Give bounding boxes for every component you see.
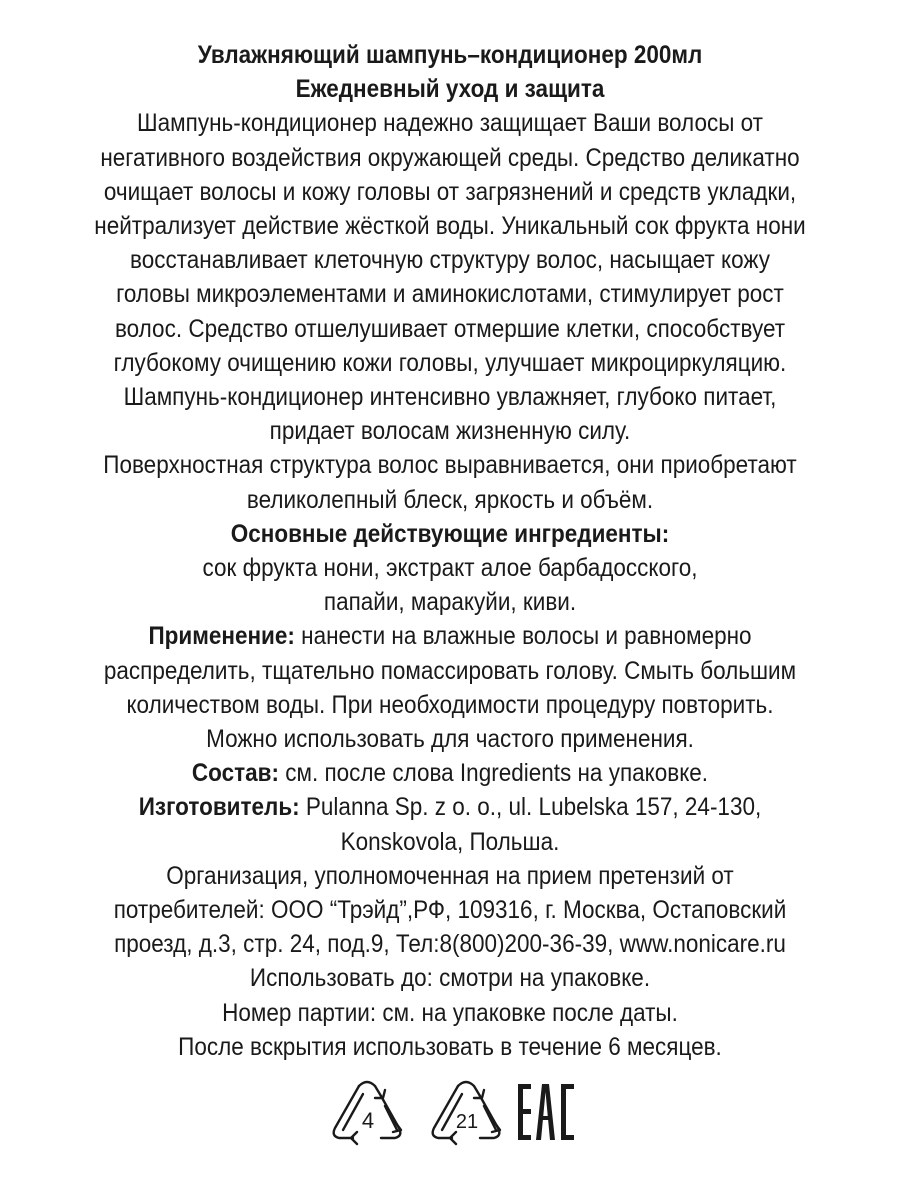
composition-label: Состав:: [191, 759, 279, 788]
ingredients-heading: Основные действующие ингредиенты:: [230, 519, 670, 548]
usage-first-line: [45, 619, 855, 653]
product-title: Увлажняющий шампунь–кондиционер 200мл: [197, 41, 703, 69]
packaging-symbols: [0, 1076, 900, 1156]
product-subtitle: Ежедневный уход и защита: [295, 75, 605, 104]
manufacturer-line-2: Konskovola, Польша.: [340, 827, 560, 856]
usage-label: Применение:: [148, 622, 295, 651]
description-line: негативного воздействия окружающей среды. Средство деликатно: [100, 143, 800, 172]
manufacturer-label: Изготовитель:: [138, 793, 300, 822]
usage-line: распределить, тщательно помассировать голову. Смыть большим: [103, 656, 797, 685]
description-line: великолепный блеск, яркость и объём.: [246, 485, 654, 514]
claims-line: проезд, д.3, стр. 24, под.9, Тел:8(800)200-36-39, www.nonicare.ru: [114, 930, 786, 959]
description-line: головы микроэлементами и аминокислотами, стимулирует рост: [116, 280, 784, 309]
recycle-icon: [422, 1076, 510, 1148]
recycle-number-4: 4: [361, 1108, 375, 1133]
description-line: Шампунь-кондиционер надежно защищает Ваши волосы от: [137, 109, 763, 138]
eac-mark-icon: [516, 1082, 576, 1142]
expiry-line: Использовать до: смотри на упаковке.: [249, 964, 651, 993]
description-line: глубокому очищению кожи головы, улучшает микроциркуляцию.: [113, 348, 787, 377]
composition-line: [45, 756, 855, 790]
batch-line: Номер партии: см. на упаковке после даты.: [222, 998, 678, 1027]
claims-line: Организация, уполномоченная на прием претензий от: [166, 861, 734, 890]
recycle-icon: [323, 1076, 411, 1148]
ingredients-line: папайи, маракуйи, киви.: [323, 588, 577, 617]
claims-line: потребителей: ООО “Трэйд”,РФ, 109316, г. Москва, Остаповский: [113, 896, 787, 925]
recycle-number-21: 21: [455, 1111, 479, 1133]
description-line: нейтрализует действие жёсткой воды. Уникальный сок фрукта нони: [94, 212, 806, 241]
usage-text: нанести на влажные волосы и равномерно: [294, 622, 752, 651]
ingredients-line: сок фрукта нони, экстракт алое барбадосского,: [202, 554, 698, 583]
description-line: Шампунь-кондиционер интенсивно увлажняет, глубоко питает,: [123, 383, 777, 412]
description-line: волос. Средство отшелушивает отмершие клетки, способствует: [114, 314, 786, 343]
usage-line: количеством воды. При необходимости процедуру повторить.: [126, 690, 774, 719]
composition-text: см. после слова Ingredients на упаковке.: [279, 759, 709, 788]
after-opening-line: После вскрытия использовать в течение 6 месяцев.: [178, 1032, 722, 1061]
description-line: восстанавливает клеточную структуру волос, насыщает кожу: [130, 246, 770, 275]
product-label: [0, 38, 900, 1064]
description-line: придает волосам жизненную силу.: [269, 417, 631, 446]
description-line: очищает волосы и кожу головы от загрязнений и средств укладки,: [103, 177, 797, 206]
manufacturer-line: [45, 790, 855, 824]
description-line: Поверхностная структура волос выравнивается, они приобретают: [103, 451, 797, 480]
manufacturer-address: Pulanna Sp. z o. o., ul. Lubelska 157, 24-130,: [299, 793, 762, 822]
usage-line: Можно использовать для частого применения.: [206, 725, 694, 754]
